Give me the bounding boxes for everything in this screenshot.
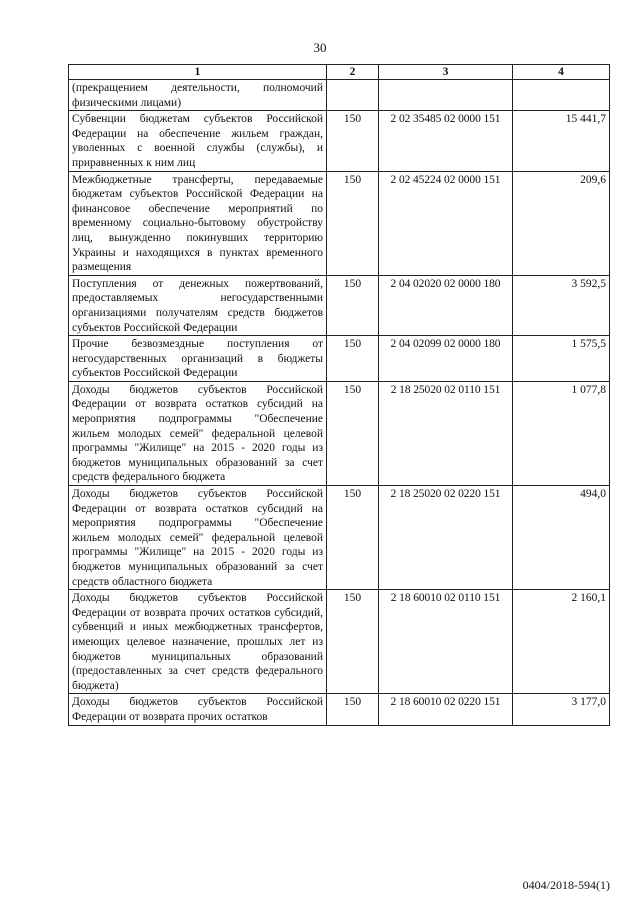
cell-name: Доходы бюджетов субъектов Российской Федерации от возврата прочих остатков субсидий, субвенций и иных межбюджетных трансфертов, имеющих целевое назначение, прошлых лет из бюджетов муниципальных образований (предоставленных за счет средств федерального бюджета) — [69, 590, 327, 694]
page-number: 30 — [313, 40, 327, 55]
cell-code: 150 — [327, 694, 379, 725]
cell-code: 150 — [327, 381, 379, 485]
cell-kbk: 2 18 25020 02 0110 151 — [379, 381, 513, 485]
table-row — [69, 111, 610, 171]
cell-amount: 2 160,1 — [513, 590, 610, 694]
cell-code: 150 — [327, 275, 379, 335]
cell-name: Поступления от денежных пожертвований, предоставляемых негосударственными организациями получателям средств бюджетов субъектов Российской Федерации — [69, 275, 327, 335]
cell-code: 150 — [327, 336, 379, 382]
table-row — [69, 381, 610, 485]
table-row — [69, 171, 610, 275]
document-id: 0404/2018-594(1) — [522, 878, 610, 892]
cell-kbk: 2 02 35485 02 0000 151 — [379, 111, 513, 171]
table-row — [69, 590, 610, 694]
column-header-code: 2 — [327, 65, 379, 80]
cell-kbk: 2 18 60010 02 0220 151 — [379, 694, 513, 725]
cell-kbk: 2 04 02020 02 0000 180 — [379, 275, 513, 335]
column-header-name: 1 — [69, 65, 327, 80]
cell-name: Межбюджетные трансферты, передаваемые бюджетам субъектов Российской Федерации на финансовое обеспечение мероприятий по временному социально-бытовому обустройству лиц, вынужденно покинувших территорию Украины и находящихся в пунктах временного размещения — [69, 171, 327, 275]
cell-kbk: 2 02 45224 02 0000 151 — [379, 171, 513, 275]
table-body — [69, 80, 610, 726]
cell-amount: 1 077,8 — [513, 381, 610, 485]
table-row — [69, 694, 610, 725]
table-row — [69, 80, 610, 111]
cell-name: (прекращением деятельности, полномочий физическими лицами) — [69, 80, 327, 111]
column-header-kbk: 3 — [379, 65, 513, 80]
table-row — [69, 336, 610, 382]
cell-kbk: 2 18 60010 02 0110 151 — [379, 590, 513, 694]
table-header-row — [69, 65, 610, 80]
cell-kbk: 2 04 02099 02 0000 180 — [379, 336, 513, 382]
revenue-table — [68, 64, 610, 726]
cell-name: Доходы бюджетов субъектов Российской Федерации от возврата остатков субсидий на мероприятия подпрограммы "Обеспечение жильем молодых семей" федеральной целевой программы "Жилище" на 2015 - 2020 годы из бюджетов муниципальных образований за счет средств областного бюджета — [69, 486, 327, 590]
table-row — [69, 275, 610, 335]
cell-name: Субвенции бюджетам субъектов Российской Федерации на обеспечение жильем граждан, уволенных с военной службы (службы), и приравненных к ним лиц — [69, 111, 327, 171]
cell-amount: 3 177,0 — [513, 694, 610, 725]
cell-amount: 209,6 — [513, 171, 610, 275]
cell-code: 150 — [327, 590, 379, 694]
cell-name: Доходы бюджетов субъектов Российской Федерации от возврата прочих остатков — [69, 694, 327, 725]
cell-amount: 494,0 — [513, 486, 610, 590]
cell-name: Прочие безвозмездные поступления от негосударственных организаций в бюджеты субъектов Российской Федерации — [69, 336, 327, 382]
cell-amount — [513, 80, 610, 111]
cell-kbk: 2 18 25020 02 0220 151 — [379, 486, 513, 590]
cell-amount: 15 441,7 — [513, 111, 610, 171]
cell-kbk — [379, 80, 513, 111]
cell-code — [327, 80, 379, 111]
cell-code: 150 — [327, 171, 379, 275]
cell-amount: 3 592,5 — [513, 275, 610, 335]
column-header-amount: 4 — [513, 65, 610, 80]
cell-code: 150 — [327, 111, 379, 171]
cell-name: Доходы бюджетов субъектов Российской Федерации от возврата остатков субсидий на мероприятия подпрограммы "Обеспечение жильем молодых семей" федеральной целевой программы "Жилище" на 2015 - 2020 годы из бюджетов муниципальных образований за счет средств федерального бюджета — [69, 381, 327, 485]
table-row — [69, 486, 610, 590]
cell-amount: 1 575,5 — [513, 336, 610, 382]
cell-code: 150 — [327, 486, 379, 590]
